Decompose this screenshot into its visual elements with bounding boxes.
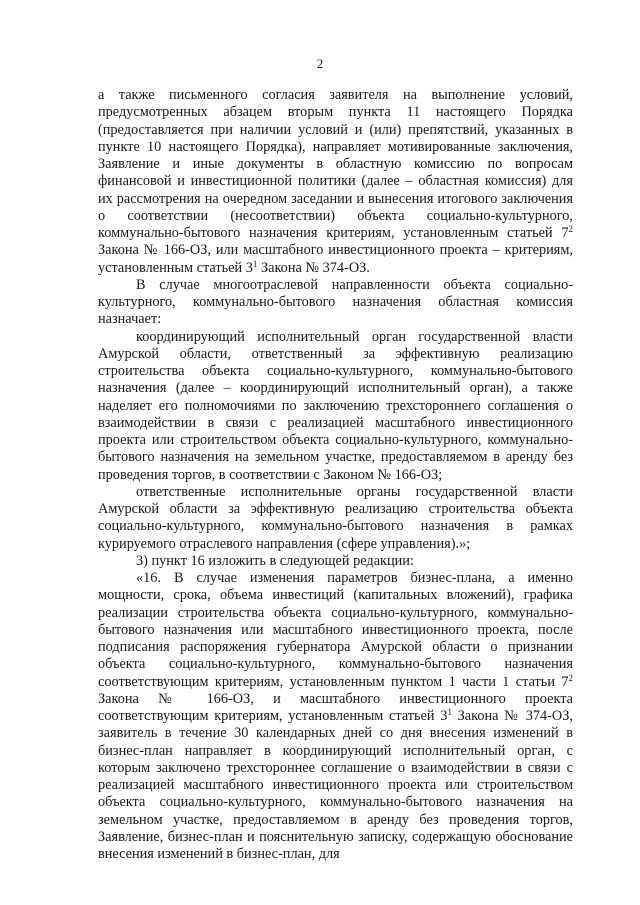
superscript: 1 [447,707,452,717]
text-segment: а также письменного согласия заявителя на выполнение условий, предусмотренных абзацем вторым пункта 11 настоящего Порядка (предоставляется при наличии условий и (или) препятствий, указанных в пункте 10 настоящего Порядка), направляет мотивированные заключения, Заявление и иные документы в областную комиссию по вопросам финансовой и инвестиционной политики (далее – областная комиссия) для их рассмотрения на очередном заседании и вынесения итогового заключения о соответствии (несоответствии) объекта социально-культурного, коммунально-бытового назначения критериям, установленным статьей 7 [98,87,573,241]
text-segment: Закона № 166-ОЗ, или масштабного инвестиционного проекта – критериям, установленным статьей 3 [98,242,573,276]
paragraph-p5 [98,553,573,570]
text-segment: Закона № 374-ОЗ. [257,259,370,276]
paragraph-p6 [98,570,573,863]
text-segment: ответственные исполнительные органы государственной власти Амурской области за эффективную реализацию строительства объекта социально-культурного, коммунально-бытового назначения в рамках курируемого отраслевого направления (сфере управления).»; [98,483,573,552]
paragraph-p2 [98,277,573,329]
text-segment: «16. В случае изменения параметров бизнес-плана, а именно мощности, срока, объема инвестиций (капитальных вложений), графика реализации строительства объекта социально-культурного, коммунально-бытового назначения или масштабного инвестиционного проекта, после подписания распоряжения губернатора Амурской области о признании объекта социально-культурного, коммунально-бытового назначения соответствующим критериям, установленным пунктом 1 части 1 статьи 7 [98,570,573,690]
document-body [98,87,573,863]
text-segment: Закона № 374-ОЗ, заявитель в течение 30 календарных дней со дня внесения изменений в бизнес-план направляет в координирующий исполнительный орган, с которым заключено трехстороннее соглашение о взаимодействии в связи с реализацией масштабного инвестиционного проекта или строительством объекта социально-культурного, коммунально-бытового назначения на земельном участке, предоставляемом в аренду без проведения торгов, Заявление, бизнес-план и пояснительную записку, содержащую обоснование внесения изменений в бизнес-план, для [98,708,573,862]
text-segment: координирующий исполнительный орган государственной власти Амурской области, ответственный за эффективную реализацию строительства объекта социально-культурного, коммунально-бытового назначения (далее – координирующий исполнительный орган), а также наделяет его полномочиями по заключению трехстороннего соглашения о взаимодействии в связи с реализацией масштабного инвестиционного проекта или строительством объекта социально-культурного, коммунально-бытового назначения на земельном участке, предоставляемом в аренду без проведения торгов, в соответствии с Законом № 166-ОЗ; [98,328,573,483]
paragraph-p4 [98,484,573,553]
text-segment: В случае многоотраслевой направленности объекта социально-культурного, коммунально-бытового назначения областная комиссия назначает: [98,276,573,328]
page-number: 2 [316,56,324,71]
text-segment: 3) пункт 16 изложить в следующей редакции: [136,552,414,569]
superscript: 2 [568,224,573,234]
superscript: 2 [568,672,573,683]
paragraph-p1 [98,87,573,277]
superscript: 1 [252,258,258,269]
text-segment: Закона № 166-ОЗ, и масштабного инвестиционного проекта соответствующим критериям, установленным статьей 3 [98,690,573,724]
paragraph-p3 [98,329,573,484]
